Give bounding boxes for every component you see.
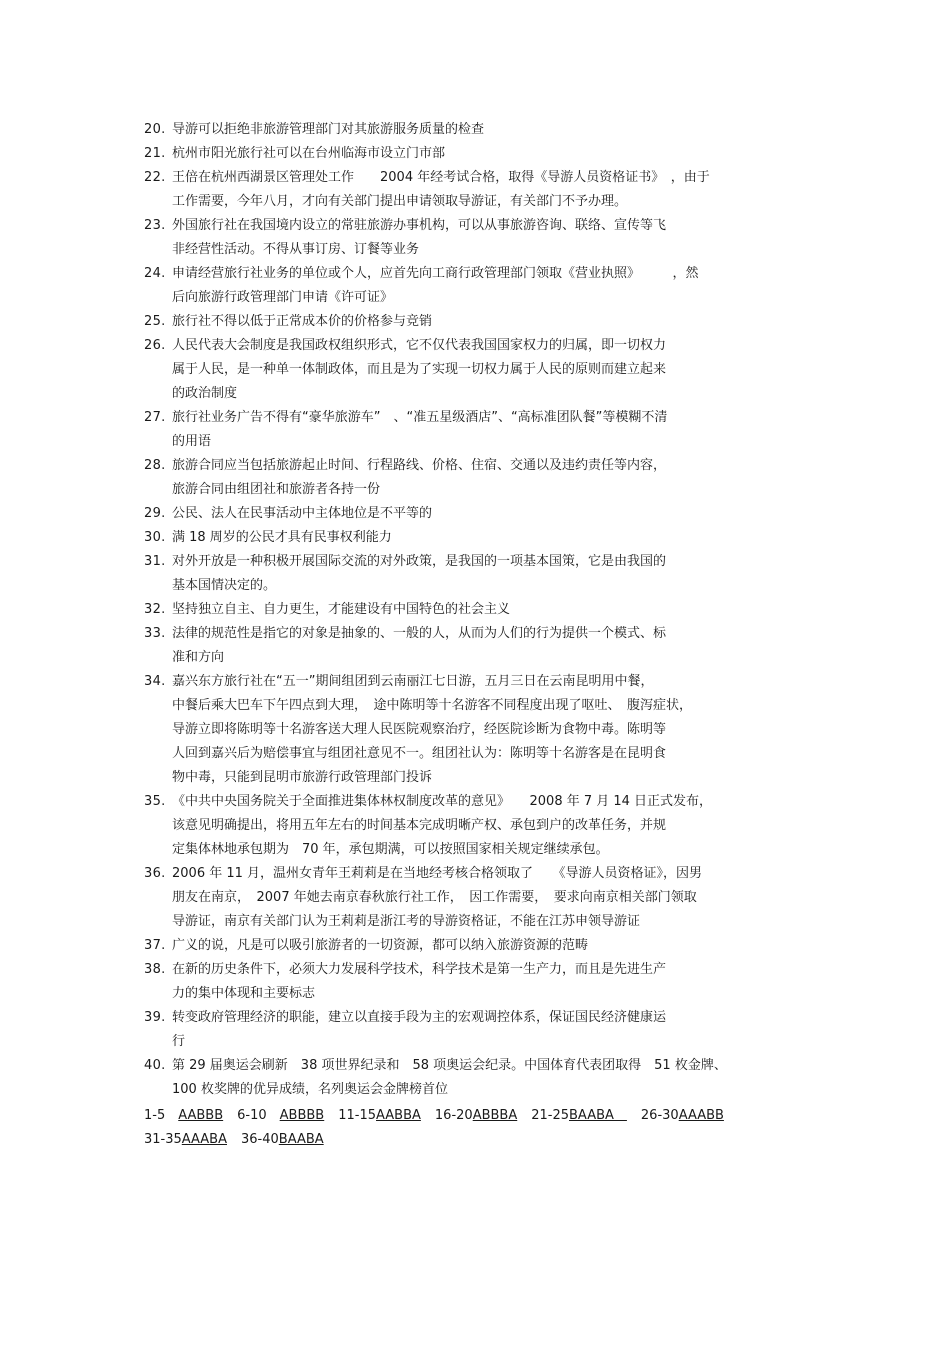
question-text [172,406,824,454]
question-item [144,214,824,262]
question-text-line: 在新的历史条件下，必须大力发展科学技术，科学技术是第一生产力，而且是先进生产 [172,962,667,977]
question-text-line: 行 [172,1034,186,1049]
question-item [144,406,824,454]
question-text-line: 王倍在杭州西湖景区管理处工作 2004 年经考试合格，取得《导游人员资格证书》 ，由于 [172,170,710,185]
question-number: 39. [144,1010,166,1025]
question-item [144,622,824,670]
question-text [172,670,824,790]
question-text [172,214,824,262]
answer-group [641,1104,724,1128]
question-number: 24. [144,266,166,281]
answer-row-1 [144,1104,824,1128]
question-text-line: 基本国情决定的。 [172,578,277,593]
question-text-line: 对外开放是一种积极开展国际交流的对外政策，是我国的一项基本国策，它是由我国的 [172,554,667,569]
question-text-line: 属于人民，是一种单一体制政体，而且是为了实现一切权力属于人民的原则而建立起来 [172,362,667,377]
question-item [144,598,824,622]
question-text-line: 旅游合同应当包括旅游起止时间、行程路线、价格、住宿、交通以及违约责任等内容， [172,458,667,473]
question-number: 38. [144,962,166,977]
answer-group [338,1104,421,1128]
answer-key-letters: AABBA [376,1108,421,1123]
question-item [144,166,824,214]
question-text [172,142,824,166]
question-item [144,790,824,862]
question-text-line: 中餐后乘大巴车下午四点到大理， 途中陈明等十名游客不同程度出现了呕吐、 腹泻症状， [172,698,693,713]
question-text-line: 旅游合同由组团社和旅游者各持一份 [172,482,381,497]
question-text-line: 公民、法人在民事活动中主体地位是不平等的 [172,506,433,521]
question-text [172,262,824,310]
question-item [144,1054,824,1102]
question-text [172,166,824,214]
document-body [144,118,824,1152]
question-item [144,958,824,1006]
question-item [144,334,824,406]
question-item [144,118,824,142]
question-text [172,934,824,958]
question-text-line: 导游证，南京有关部门认为王莉莉是浙江考的导游资格证，不能在江苏申领导游证 [172,914,641,929]
question-list [144,118,824,1102]
question-text-line: 嘉兴东方旅行社在“五一”期间组团到云南丽江七日游，五月三日在云南昆明用中餐， [172,674,654,689]
question-item [144,670,824,790]
question-text-line: 的政治制度 [172,386,238,401]
question-text-line: 人回到嘉兴后为赔偿事宜与组团社意见不一。组团社认为：陈明等十名游客是在昆明食 [172,746,667,761]
question-item [144,310,824,334]
question-number: 34. [144,674,166,689]
answer-key-letters: BAABA [569,1108,627,1123]
question-item [144,142,824,166]
question-text-line: 杭州市阳光旅行社可以在台州临海市设立门市部 [172,146,446,161]
question-text [172,502,824,526]
question-text-line: 《中共中央国务院关于全面推进集体林权制度改革的意见》 2008 年 7 月 14 日正式发布， [172,794,713,809]
question-text-line: 力的集中体现和主要标志 [172,986,316,1001]
question-number: 22. [144,170,166,185]
question-text-line: 第 29 届奥运会刷新 38 项世界纪录和 58 项奥运会纪录。中国体育代表团取得 51 枚金牌、 [172,1058,727,1073]
question-text-line: 该意见明确提出，将用五年左右的时间基本完成明晰产权、承包到户的改革任务，并规 [172,818,667,833]
question-text [172,550,824,598]
question-text [172,862,824,934]
answer-group [241,1128,324,1152]
answer-group [144,1104,223,1128]
question-text-line: 2006 年 11 月，温州女青年王莉莉是在当地经考核合格领取了 《导游人员资格证》，因男 [172,866,703,881]
question-text-line: 非经营性活动。不得从事订房、订餐等业务 [172,242,420,257]
question-text [172,454,824,502]
question-number: 40. [144,1058,166,1073]
question-text-line: 定集体林地承包期为 70 年，承包期满，可以按照国家相关规定继续承包。 [172,842,609,857]
question-text-line: 朋友在南京， 2007 年她去南京春秋旅行社工作， 因工作需要， 要求向南京相关部门领取 [172,890,697,905]
question-number: 37. [144,938,166,953]
question-text [172,526,824,550]
answer-range: 36-40 [241,1132,279,1147]
question-item [144,550,824,598]
question-number: 28. [144,458,166,473]
question-text [172,1054,824,1102]
answer-group [237,1104,324,1128]
question-number: 36. [144,866,166,881]
question-text-line: 工作需要，今年八月，才向有关部门提出申请领取导游证，有关部门不予办理。 [172,194,628,209]
answer-key [144,1104,824,1152]
answer-key-letters: AAABB [678,1108,724,1123]
question-item [144,262,824,310]
question-number: 21. [144,146,166,161]
question-number: 25. [144,314,166,329]
question-text [172,118,824,142]
question-number: 30. [144,530,166,545]
question-text [172,1006,824,1054]
question-text-line: 转变政府管理经济的职能，建立以直接手段为主的宏观调控体系，保证国民经济健康运 [172,1010,667,1025]
question-text-line: 法律的规范性是指它的对象是抽象的、一般的人，从而为人们的行为提供一个模式、标 [172,626,667,641]
question-number: 33. [144,626,166,641]
question-text-line: 导游可以拒绝非旅游管理部门对其旅游服务质量的检查 [172,122,485,137]
question-text-line: 广义的说，凡是可以吸引旅游者的一切资源，都可以纳入旅游资源的范畴 [172,938,589,953]
question-text-line: 物中毒，只能到昆明市旅游行政管理部门投诉 [172,770,433,785]
question-text-line: 申请经营旅行社业务的单位或个人，应首先向工商行政管理部门领取《营业执照》 ，然 [172,266,699,281]
question-text [172,958,824,1006]
answer-range: 1-5 [144,1108,179,1123]
answer-key-letters: ABBBB [279,1108,325,1123]
question-item [144,454,824,502]
question-text [172,334,824,406]
question-number: 31. [144,554,166,569]
question-text-line: 准和方向 [172,650,225,665]
answer-range: 31-35 [144,1132,182,1147]
answer-key-letters: ABBBA [472,1108,518,1123]
question-text [172,622,824,670]
question-number: 29. [144,506,166,521]
question-item [144,934,824,958]
question-text [172,790,824,862]
question-item [144,862,824,934]
question-text-line: 旅行社业务广告不得有“豪华旅游车” 、“准五星级酒店”、“高标准团队餐”等模糊不清 [172,410,668,425]
answer-range: 11-15 [338,1108,377,1123]
answer-group [435,1104,517,1128]
answer-key-letters: BAABA [278,1132,324,1147]
question-text [172,310,824,334]
answer-range: 21-25 [531,1108,570,1123]
answer-key-letters: AABBB [178,1108,224,1123]
question-item [144,1006,824,1054]
question-number: 32. [144,602,166,617]
question-item [144,502,824,526]
question-number: 26. [144,338,166,353]
question-number: 27. [144,410,166,425]
question-number: 35. [144,794,166,809]
answer-row-2 [144,1128,824,1152]
question-number: 23. [144,218,166,233]
question-text-line: 旅行社不得以低于正常成本价的价格参与竞销 [172,314,433,329]
question-text-line: 人民代表大会制度是我国政权组织形式，它不仅代表我国国家权力的归属，即一切权力 [172,338,667,353]
question-item [144,526,824,550]
question-text-line: 外国旅行社在我国境内设立的常驻旅游办事机构，可以从事旅游咨询、联络、宣传等飞 [172,218,667,233]
question-text-line: 100 枚奖牌的优异成绩，名列奥运会金牌榜首位 [172,1082,448,1097]
question-text-line: 满 18 周岁的公民才具有民事权利能力 [172,530,392,545]
answer-key-letters: AAABA [181,1132,227,1147]
question-text [172,598,824,622]
answer-group [144,1128,227,1152]
question-text-line: 的用语 [172,434,212,449]
answer-range: 16-20 [434,1108,473,1123]
question-text-line: 导游立即将陈明等十名游客送大理人民医院观察治疗，经医院诊断为食物中毒。陈明等 [172,722,667,737]
answer-group [531,1104,627,1128]
question-text-line: 坚持独立自主、自力更生，才能建设有中国特色的社会主义 [172,602,511,617]
question-text-line: 后向旅游行政管理部门申请《许可证》 [172,290,394,305]
answer-range: 26-30 [640,1108,679,1123]
question-number: 20. [144,122,166,137]
answer-range: 6-10 [237,1108,280,1123]
